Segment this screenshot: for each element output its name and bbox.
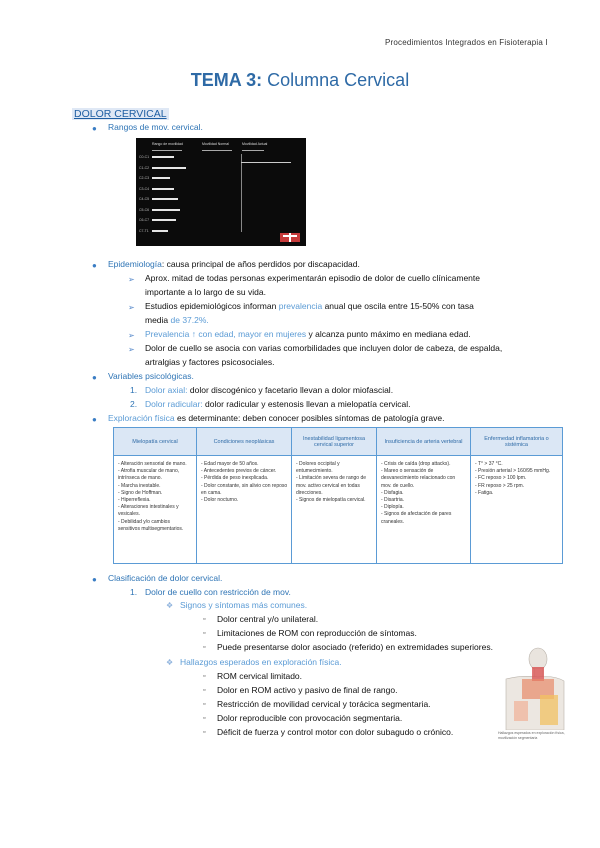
square-bullet-icon: ▫ (203, 673, 206, 680)
title-prefix: TEMA 3: (190, 70, 263, 90)
table-column (292, 428, 377, 563)
chart-vertical-line (241, 154, 242, 232)
epi-sub2: Estudios epidemiológicos informan prevalencia anual que oscila entre 15-50% con tasa (145, 301, 474, 311)
table-column (377, 428, 471, 563)
epi-sub3: Prevalencia ↑ con edad, mayor en mujeres y alcanza punto máximo en mediana edad. (145, 329, 471, 339)
bullet-dot-icon: ● (92, 261, 97, 270)
arrow-bullet-icon: ➢ (128, 345, 135, 354)
chart-divider (202, 150, 232, 151)
chart-row-label: C3-C4 (139, 186, 150, 191)
square-bullet-icon: ▫ (203, 644, 206, 651)
list-number: 2. (130, 399, 138, 409)
figure-caption: Hallazgos esperados en exploración física, movilización segmentaria (498, 731, 565, 740)
list-number: 1. (130, 587, 138, 597)
hallazgos-sub: Dolor en ROM activo y pasivo de final de rango. (217, 685, 398, 695)
page-header: Procedimientos Integrados en Fisioterapia I (385, 38, 548, 47)
chart-row-label: C4-C5 (139, 197, 150, 201)
signos-sub: Puede presentarse dolor asociado (referido) en extremidades superiores. (217, 642, 493, 652)
flag-icon (280, 233, 300, 242)
square-bullet-icon: ▫ (203, 630, 206, 637)
arrow-bullet-icon: ➢ (128, 331, 135, 340)
table-header: Condiciones neoplásicas (197, 428, 291, 456)
square-bullet-icon: ▫ (203, 687, 206, 694)
diamond-bullet-icon: ❖ (166, 658, 174, 667)
chart-horizontal-line (241, 162, 291, 163)
square-bullet-icon: ▫ (203, 729, 206, 736)
chart-divider (152, 150, 182, 151)
table-cell: - Alteración sensorial de mano. - Atrofia muscular de mano, intrínseca de mano. - Marcha inestable. - Signo de Hoffman. - Hiperreflexia. - Alteraciones intestinales y vesicales. - Debilidad y/o cambios sensitivos multisegmentarios. (118, 461, 187, 532)
diamond-bullet-icon: ❖ (166, 601, 174, 610)
chart-row-label: C5-C6 (139, 207, 150, 212)
table-header: Enfermedad inflamatoria o sistémica (471, 428, 562, 456)
chart-header-1: Rango de movilidad (152, 142, 183, 146)
chart-bar (152, 156, 174, 158)
chart-row-label: C2-C3 (139, 176, 150, 180)
chart-bar (152, 198, 178, 200)
chart-bar (152, 177, 170, 179)
psico-item: Variables psicológicas. (108, 371, 194, 381)
rom-chart-image (136, 138, 306, 246)
chart-row-label: C7-T1 (139, 228, 149, 233)
table-header: Mielopatía cervical (114, 428, 196, 456)
hallazgos-item: Hallazgos esperados en exploración física. (180, 657, 342, 667)
bullet-dot-icon: ● (92, 575, 97, 584)
exploracion-item: Exploración física es determinante: deben conocer posibles síntomas de patología grave. (108, 413, 445, 423)
list-number: 1. (130, 385, 138, 395)
section-heading: DOLOR CERVICAL (74, 108, 167, 120)
table-cell: - T° > 37 °C. - Presión arterial > 160/95 mmHg. - FC reposo > 100 lpm. - FR reposo > 25 rpm. - Fatiga. (475, 461, 551, 496)
square-bullet-icon: ▫ (203, 616, 206, 623)
signos-sub: Limitaciones de ROM con reproducción de síntomas. (217, 628, 417, 638)
chart-bar (152, 219, 176, 221)
hallazgos-sub: Dolor reproducible con provocación segmentaria. (217, 713, 403, 723)
square-bullet-icon: ▫ (203, 701, 206, 708)
bullet-dot-icon: ● (92, 124, 97, 133)
chart-bar (152, 230, 168, 232)
title-rest: Columna Cervical (262, 70, 410, 90)
epi-sub4b: artralgias y factores psicosociales. (145, 357, 275, 367)
bullet-dot-icon: ● (92, 373, 97, 382)
signos-sub: Dolor central y/o unilateral. (217, 614, 319, 624)
table-cell: - Dolores occipital y entumecimiento. - Limitación severa de rango de mov. activo cervical en todas direcciones. - Signos de mielopatía cervical. (296, 461, 367, 504)
chart-header-2: Movilidad Normal (202, 142, 230, 146)
page-title (0, 70, 600, 91)
epi-sub2b: media de 37.2%. (145, 315, 209, 325)
clasif-sub1: Dolor de cuello con restricción de mov. (145, 587, 291, 597)
arrow-bullet-icon: ➢ (128, 303, 135, 312)
rangos-item: Rangos de mov. cervical. (108, 122, 203, 132)
arrow-bullet-icon: ➢ (128, 275, 135, 284)
chart-row-label: C1-C2 (139, 165, 150, 170)
epi-sub4: Dolor de cuello se asocia con varias comorbilidades que incluyen dolor de cabeza, de espalda, (145, 343, 503, 353)
hallazgos-sub: ROM cervical limitado. (217, 671, 303, 681)
epidemiologia-item: Epidemiología: causa principal de años perdidos por discapacidad. (108, 259, 360, 269)
chart-bar (152, 167, 186, 169)
red-flags-table (113, 427, 563, 564)
hallazgos-sub: Restricción de movilidad cervical y torácica segmentaria. (217, 699, 431, 709)
clasificacion-item: Clasificación de dolor cervical. (108, 573, 223, 583)
square-bullet-icon: ▫ (203, 715, 206, 722)
neck-pain-figure-image (492, 645, 567, 730)
psico-sub1: Dolor axial: dolor discogénico y facetario llevan a dolor miofascial. (145, 385, 394, 395)
chart-header-3: Movilidad Actual (242, 142, 268, 146)
table-column (471, 428, 562, 563)
table-cell: - Edad mayor de 50 años. - Antecedentes previos de cáncer. - Pérdida de peso inexplicada. - Dolor constante, sin alivio con reposo en cama. - Dolor nocturno. (201, 461, 288, 504)
epi-sub1b: importante a lo largo de su vida. (145, 287, 266, 297)
signos-item: Signos y síntomas más comunes. (180, 600, 308, 610)
chart-bar (152, 188, 174, 190)
chart-divider (242, 150, 264, 151)
table-column (197, 428, 292, 563)
chart-row-label: C6-C7 (139, 218, 150, 222)
epi-sub1: Aprox. mitad de todas personas experimentarán episodio de dolor de cuello clínicamente (145, 273, 481, 283)
table-header: Insuficiencia de arteria vertebral (377, 428, 470, 456)
chart-bar (152, 209, 180, 211)
table-header: Inestabilidad ligamentosa cervical superior (292, 428, 376, 456)
psico-sub2: Dolor radicular: dolor radicular y estenosis llevan a mielopatía cervical. (145, 399, 411, 409)
hallazgos-sub: Déficit de fuerza y control motor con dolor subagudo o crónico. (217, 727, 454, 737)
table-cell: - Crisis de caída (drop attacks). - Mareo o sensación de desvanecimiento relacionado con mov. de cuello. - Disfagia. - Disartria. - Diplopía. - Signos de afectación de pares craneales. (381, 461, 456, 525)
table-column (114, 428, 197, 563)
chart-row-label: C0-C1 (139, 155, 150, 159)
bullet-dot-icon: ● (92, 415, 97, 424)
